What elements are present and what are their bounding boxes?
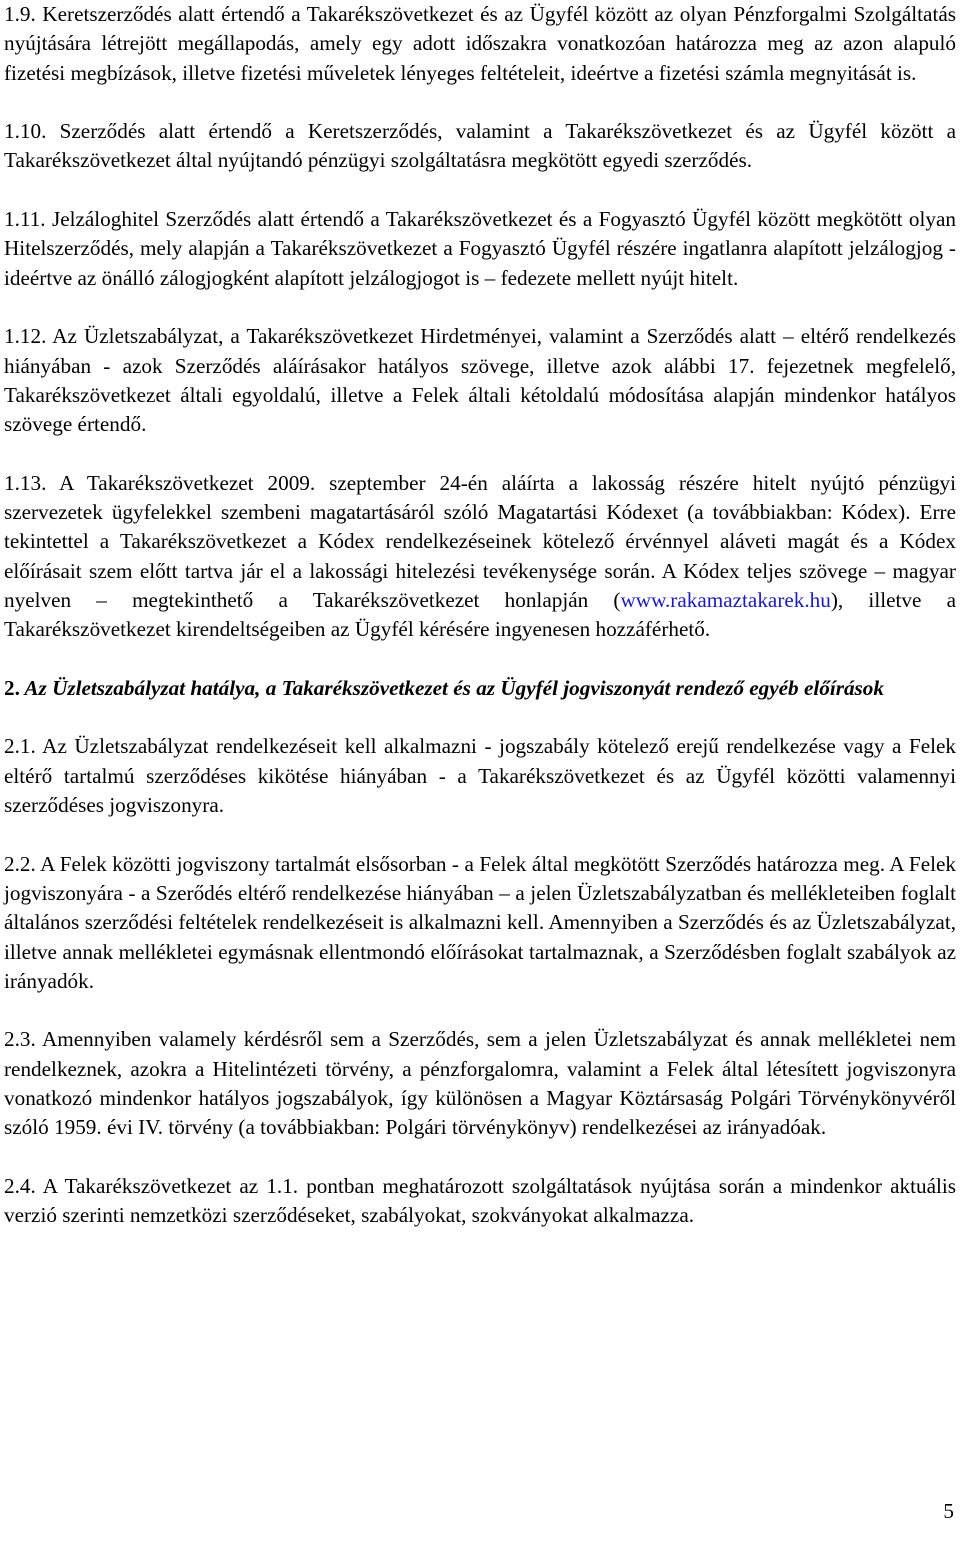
- paragraph-1-10: 1.10. Szerződés alatt értendő a Keretszerződés, valamint a Takarékszövetkezet és az Ügyfél között a Takarékszövetkezet által nyújtandó pénzügyi szolgáltatásra megkötött egyedi szerződés.: [4, 119, 956, 173]
- website-link[interactable]: www.rakamaztakarek.hu: [620, 587, 831, 612]
- page-number: 5: [943, 1499, 954, 1523]
- document-page: [4, 0, 956, 1230]
- section-2-number: 2.: [4, 675, 20, 700]
- paragraph-2-2: 2.2. A Felek közötti jogviszony tartalmát elsősorban - a Felek által megkötött Szerződés határozza meg. A Felek jogviszonyára - a Szerődés eltérő rendelkezése hiányában – a jelen Üzletszabályzatban és mellékleteiben foglalt általános szerződési feltételek rendelkezéseit is alkalmazni kell. Amennyiben a Szerződés és az Üzletszabályzat, illetve annak mellékletei egymásnak ellentmondó előírásokat tartalmaznak, a Szerződésben foglalt szabályok az irányadók.: [4, 851, 956, 993]
- section-2-heading: [4, 674, 956, 703]
- paragraph-2-4: 2.4. A Takarékszövetkezet az 1.1. pontban meghatározott szolgáltatások nyújtása során a mindenkor aktuális verzió szerinti nemzetközi szerződéseket, szabályokat, szokványokat alkalmazza.: [4, 1173, 956, 1228]
- paragraph-1-13: [4, 469, 956, 645]
- paragraph-1-13-text-before: 1.13. A Takarékszövetkezet 2009. szeptember 24-én aláírta a lakosság részére hitelt nyújtó pénzügyi szervezetek ügyfelekkel szembeni magatartásáról szóló Magatartási Kódexet (a továbbiakban: Kódex). Erre tekintettel a Takarékszövetkezet a Kódex rendelkezéseinek kötelező érvénnyel aláveti magát és a Kódex előírásait szem előtt tartva jár el a lakossági hitelezési tevékenysége során. A Kódex teljes szövege – magyar nyelven – megtekinthető a Takarékszövetkezet honlapján (: [4, 470, 956, 612]
- paragraph-2-3: 2.3. Amennyiben valamely kérdésről sem a Szerződés, sem a jelen Üzletszabályzat és annak mellékletei nem rendelkeznek, azokra a Hitelintézeti törvény, a pénzforgalomra, valamint a Felek által létesített jogviszonyra vonatkozó mindenkor hatályos jogszabályok, így különösen a Magyar Köztársaság Polgári Törvénykönyvéről szóló 1959. évi IV. törvény (a továbbiakban: Polgári törvénykönyv) rendelkezései az irányadóak.: [4, 1027, 956, 1140]
- paragraph-1-12: 1.12. Az Üzletszabályzat, a Takarékszövetkezet Hirdetményei, valamint a Szerződés alatt – eltérő rendelkezés hiányában - azok Szerződés aláírásakor hatályos szövege, illetve azok alábbi 17. fejezetnek megfelelő, Takarékszövetkezet általi egyoldalú, illetve a Felek általi kétoldalú módosítása alapján mindenkor hatályos szövege értendő.: [4, 324, 956, 437]
- section-2-title: Az Üzletszabályzat hatálya, a Takarékszövetkezet és az Ügyfél jogviszonyát rendező egyéb előírások: [24, 675, 884, 700]
- paragraph-1-9: 1.9. Keretszerződés alatt értendő a Takarékszövetkezet és az Ügyfél között az olyan Pénzforgalmi Szolgáltatás nyújtására létrejött megállapodás, amely egy adott időszakra vonatkozóan határozza meg az azon alapuló fizetési megbízások, illetve fizetési műveletek lényeges feltételeit, ideértve a fizetési számla megnyitását is.: [4, 2, 956, 85]
- paragraph-2-1: 2.1. Az Üzletszabályzat rendelkezéseit kell alkalmazni - jogszabály kötelező erejű rendelkezése vagy a Felek eltérő tartalmú szerződéses kikötése hiányában - a Takarékszövetkezet és az Ügyfél közötti valamennyi szerződéses jogviszonyra.: [4, 734, 956, 818]
- paragraph-1-11: 1.11. Jelzáloghitel Szerződés alatt értendő a Takarékszövetkezet és a Fogyasztó Ügyfél között megkötött olyan Hitelszerződés, mely alapján a Takarékszövetkezet a Fogyasztó Ügyfél részére ingatlanra alapított jelzálogjog - ideértve az önálló zálogjogként alapított jelzálogjogot is – fedezete mellett nyújt hitelt.: [4, 207, 956, 290]
- paragraph-1-13-text-after: ), illetve a Takarékszövetkezet kirendeltségeiben az Ügyfél kérésére ingyenesen hozzáférhető.: [4, 587, 956, 642]
